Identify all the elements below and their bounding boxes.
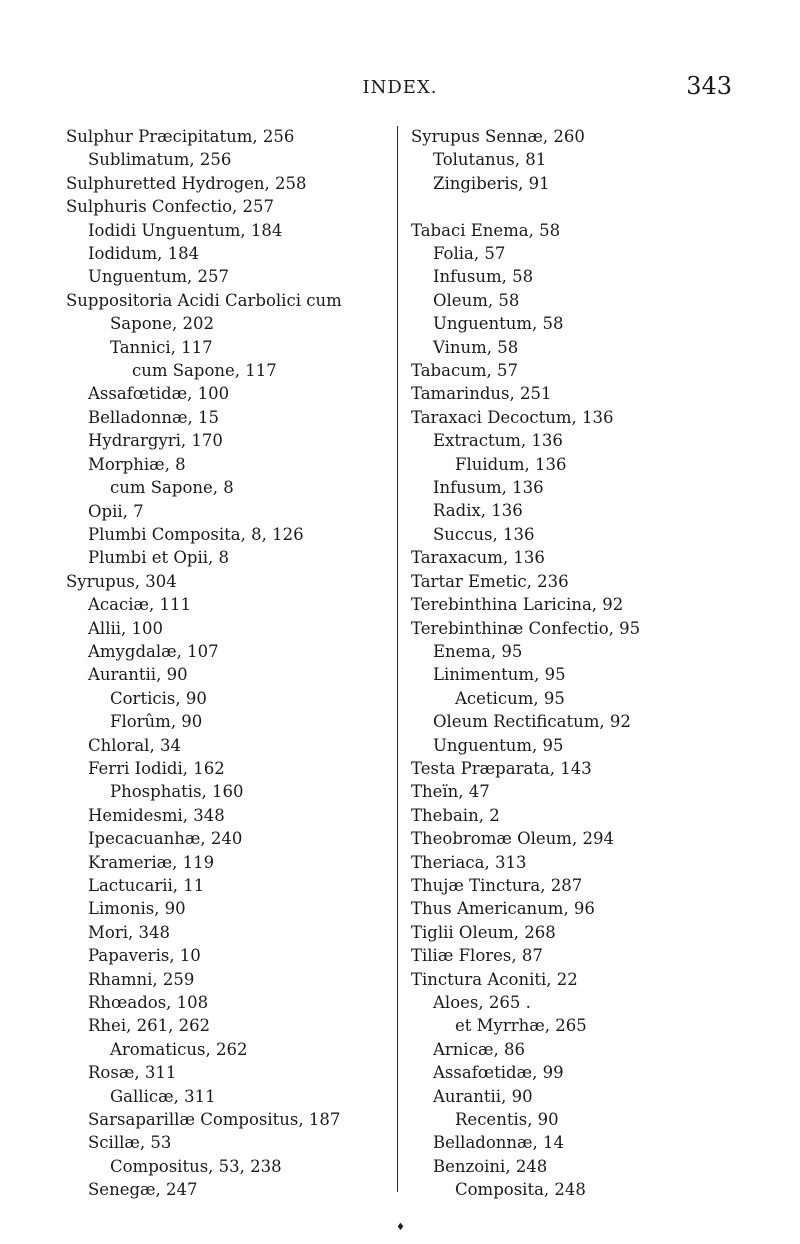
index-entry: Amygdalæ, 107 [88,641,219,661]
index-entry: Phosphatis, 160 [110,782,244,802]
index-entry: Terebinthina Laricina, 92 [411,595,624,615]
index-entry: Opii, 7 [88,501,144,521]
index-entry: Rhœados, 108 [88,993,209,1013]
index-entry: Sulphuretted Hydrogen, 258 [66,173,307,193]
index-entry: Infusum, 136 [433,478,544,498]
column-divider [397,126,398,1192]
index-entry: Fluidum, 136 [455,454,567,474]
index-entry: Ferri Iodidi, 162 [88,758,225,778]
index-entry: Taraxaci Decoctum, 136 [411,407,614,427]
index-entry: Ipecacuanhæ, 240 [88,829,243,849]
index-entry: Aloes, 265 . [433,993,531,1013]
index-entry: Tabacum, 57 [411,361,518,381]
index-entry: Vinum, 58 [433,337,519,357]
index-entry: Linimentum, 95 [433,665,566,685]
index-entry: Recentis, 90 [455,1110,559,1130]
index-entry: Scillæ, 53 [88,1133,172,1153]
index-entry: Aurantii, 90 [433,1086,533,1106]
index-entry: Morphiæ, 8 [88,454,186,474]
index-entry: Plumbi et Opii, 8 [88,548,230,568]
index-entry: et Myrrhæ, 265 [455,1016,587,1036]
index-entry: Syrupus, 304 [66,571,177,591]
index-entry: Allii, 100 [88,618,164,638]
index-entry: Assafœtidæ, 99 [433,1063,564,1083]
index-entry: Sulphuris Confectio, 257 [66,197,275,217]
index-entry: Corticis, 90 [110,688,207,708]
index-entry: Tannici, 117 [110,337,213,357]
index-entry: Testa Præparata, 143 [411,758,592,778]
index-entry: Rhei, 261, 262 [88,1016,211,1036]
index-entry: Enema, 95 [433,641,523,661]
index-entry: Plumbi Composita, 8, 126 [88,524,304,544]
index-entry: Theïn, 47 [411,782,490,802]
index-entry: Sapone, 202 [110,314,215,334]
index-entry: Compositus, 53, 238 [110,1156,282,1176]
index-entry: Benzoini, 248 [433,1156,548,1176]
index-entry: Sarsaparillæ Compositus, 187 [88,1110,341,1130]
index-entry: Tamarindus, 251 [411,384,552,404]
index-entry: Theobromæ Oleum, 294 [411,829,614,849]
index-entry: Chloral, 34 [88,735,181,755]
left-index-column [66,125,386,1202]
index-entry: Assafœtidæ, 100 [88,384,230,404]
index-entry: Folia, 57 [433,244,506,264]
index-entry: Suppositoria Acidi Carbolici cum [66,290,342,310]
index-entry: Acaciæ, 111 [88,595,192,615]
index-entry [411,195,741,218]
index-entry: Composita, 248 [455,1180,586,1200]
index-entry: Oleum, 58 [433,290,520,310]
index-entry: Papaveris, 10 [88,946,201,966]
index-entry: Belladonnæ, 15 [88,407,220,427]
index-entry: Hydrargyri, 170 [88,431,223,451]
index-entry: Succus, 136 [433,524,535,544]
footer-ornament: ♦ [396,1222,405,1233]
index-entry: Infusum, 58 [433,267,534,287]
index-entry: Senegæ, 247 [88,1180,198,1200]
index-entry: Tabaci Enema, 58 [411,220,561,240]
index-entry: cum Sapone, 8 [110,478,234,498]
index-entry: Belladonnæ, 14 [433,1133,565,1153]
index-entry: Sulphur Præcipitatum, 256 [66,127,295,146]
index-entry: Unguentum, 95 [433,735,564,755]
index-entry: Aceticum, 95 [455,688,565,708]
index-entry: Mori, 348 [88,922,170,942]
index-entry: Limonis, 90 [88,899,186,919]
index-entry: Thujæ Tinctura, 287 [411,875,583,895]
index-entry: Arnicæ, 86 [433,1039,525,1059]
index-entry: Theriaca, 313 [411,852,527,872]
index-entry: Terebinthinæ Confectio, 95 [411,618,641,638]
index-entry: Sublimatum, 256 [88,150,232,170]
index-entry: Extractum, 136 [433,431,563,451]
right-index-column [411,125,741,1202]
index-entry: Iodidi Unguentum, 184 [88,220,283,240]
index-entry: Rhamni, 259 [88,969,195,989]
index-entry: Aromaticus, 262 [110,1039,248,1059]
index-entry: Radix, 136 [433,501,523,521]
index-entry: Gallicæ, 311 [110,1086,216,1106]
index-entry: Tiliæ Flores, 87 [411,946,543,966]
index-entry: Hemidesmi, 348 [88,805,225,825]
index-entry: Tartar Emetic, 236 [411,571,569,591]
page-number: 343 [686,72,732,100]
index-entry: Taraxacum, 136 [411,548,545,568]
index-entry: Rosæ, 311 [88,1063,177,1083]
index-entry: Lactucarii, 11 [88,876,205,895]
index-entry: Oleum Rectificatum, 92 [433,712,631,732]
index-entry: Iodidum, 184 [88,244,200,264]
index-entry: Syrupus Sennæ, 260 [411,127,585,146]
index-entry: Tinctura Aconiti, 22 [411,969,578,989]
index-entry: Aurantii, 90 [88,665,188,685]
index-entry: Krameriæ, 119 [88,852,215,872]
index-entry: Tolutanus, 81 [433,150,547,170]
index-entry: cum Sapone, 117 [132,361,277,381]
page-title: INDEX. [362,77,438,98]
index-entry: Florûm, 90 [110,712,203,732]
index-entry: Unguentum, 58 [433,314,564,334]
index-entry: Unguentum, 257 [88,267,229,287]
index-entry: Zingiberis, 91 [433,173,550,193]
index-entry: Thebain, 2 [411,805,500,825]
index-entry: Thus Americanum, 96 [411,899,595,919]
index-entry: Tiglii Oleum, 268 [411,922,556,942]
